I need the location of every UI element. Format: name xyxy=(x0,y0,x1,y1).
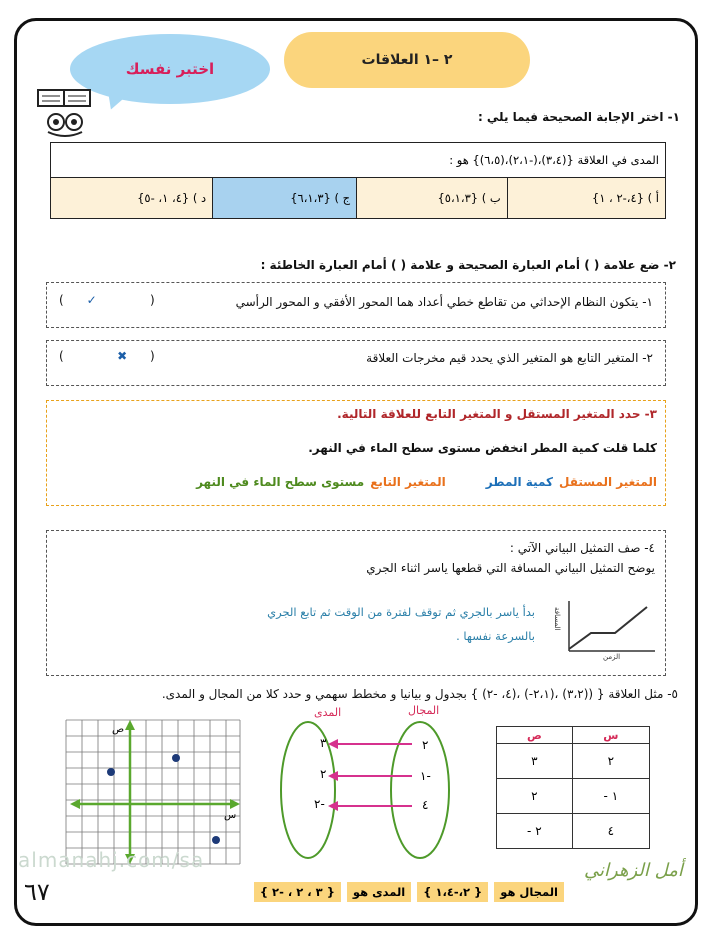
q3-heading: ٣- حدد المتغير المستقل و المتغير التابع للعلاقة التالية. xyxy=(337,407,657,421)
table-header-x: س xyxy=(572,727,649,744)
q4-answer-line2: بالسرعة نفسها . xyxy=(456,629,535,643)
answer-range-label: المدى هو xyxy=(347,882,411,902)
bubble-text: اختبر نفسك xyxy=(125,60,215,78)
q2-item-2-answer[interactable]: ( ✖ ) xyxy=(59,349,155,363)
q5-answer-strip xyxy=(254,882,564,902)
q2-heading: ٢- ضع علامة ( ) أمام العبارة الصحيحة و علامة ( ) أمام العبارة الخاطئة : xyxy=(260,258,676,272)
lesson-title: ٢ –١ العلاقات xyxy=(284,32,530,88)
graph-xlabel: الزمن xyxy=(603,653,621,661)
axis-x-label: س xyxy=(224,810,237,821)
q1-option-a[interactable]: أ ) {٤،-٢ ، ١} xyxy=(507,178,665,219)
range-value: ٢ xyxy=(320,767,327,781)
range-value: ٣ xyxy=(320,736,327,750)
q2-item-1-text: ١- يتكون النظام الإحداثي من تقاطع خطي أعداد هما المحور الأفقي و المحور الرأسي xyxy=(235,295,653,309)
q1-option-d[interactable]: د ) {٤، ١، -٥} xyxy=(51,178,213,219)
q2-item-2-text: ٢- المتغير التابع هو المتغير الذي يحدد قيم مخرجات العلاقة xyxy=(366,351,653,365)
book-reader-icon xyxy=(34,88,96,142)
range-value: ٢- xyxy=(314,797,325,811)
q1-heading: ١- اختر الإجابة الصحيحة فيما يلي : xyxy=(477,110,680,124)
q3-answer-row xyxy=(196,475,657,489)
distance-time-graph xyxy=(553,597,659,667)
q3-dependent-label: المتغير التابع xyxy=(370,475,446,489)
table-cell: ٢ - xyxy=(497,814,573,849)
mapping-ovals-and-arrows xyxy=(276,706,456,876)
q3-independent-value: كمية المطر xyxy=(485,475,553,489)
table-cell: ٤ xyxy=(572,814,649,849)
answer-range-value: { ٣ ، ٢ ، -٢ } xyxy=(254,882,341,902)
speech-bubble xyxy=(70,34,270,104)
answer-domain-value: { ٢،-١،٤ } xyxy=(417,882,488,902)
q3-dependent-value: مستوى سطح الماء في النهر xyxy=(196,475,365,489)
cross-icon: ✖ xyxy=(117,349,128,363)
table-cell: ٢ xyxy=(572,744,649,779)
domain-label: المجال xyxy=(408,704,440,717)
domain-value: ٤ xyxy=(422,798,429,812)
q3-statement: كلما قلت كمية المطر انخفض مستوى سطح الماء في النهر. xyxy=(308,441,657,455)
author-signature: أمل الزهراني xyxy=(584,860,683,881)
table-cell: ١ - xyxy=(572,779,649,814)
table-header-y: ص xyxy=(497,727,573,744)
axis-y-label: ص xyxy=(112,724,125,735)
watermark: almanahj.com/sa xyxy=(18,848,205,872)
q5-xy-table xyxy=(496,726,650,849)
answer-domain-label: المجال هو xyxy=(494,882,564,902)
table-cell: ٣ xyxy=(497,744,573,779)
coordinate-plane xyxy=(64,718,242,866)
q4-answer-line1: بدأ ياسر بالجري ثم توقف لفترة من الوقت ثم تابع الجري xyxy=(267,605,535,619)
domain-value: ١- xyxy=(420,769,431,783)
q2-item-1-box xyxy=(46,282,666,328)
q2-item-2-box xyxy=(46,340,666,386)
q1-stem: المدى في العلاقة {(٣،٤)،(-٢،١)،(٦،٥)} هو : xyxy=(51,143,666,178)
q4-heading: ٤- صف التمثيل البياني الآتي : xyxy=(509,541,655,555)
range-label: المدى xyxy=(314,706,342,719)
check-icon: ✓ xyxy=(86,293,97,307)
q1-option-b[interactable]: ب ) {٥،١،٣} xyxy=(357,178,508,219)
table-cell: ٢ xyxy=(497,779,573,814)
q4-subheading: يوضح التمثيل البياني المسافة التي قطعها ياسر اثناء الجري xyxy=(366,561,655,575)
page-number: ٦٧ xyxy=(24,878,50,906)
arrow-mapping-diagram xyxy=(276,706,456,876)
q3-box xyxy=(46,400,666,506)
domain-value: ٢ xyxy=(422,738,429,752)
q2-item-1-answer[interactable]: ( ✓ ) xyxy=(59,293,155,307)
q3-independent-label: المتغير المستقل xyxy=(559,475,657,489)
graph-ylabel: المسافة xyxy=(553,607,561,631)
q1-table xyxy=(50,142,666,219)
q5-heading: ٥- مثل العلاقة { ((٣،٢) ،(٢،١-) ،(٤، -٢) } بجدول و بيانيا و مخطط سهمي و حدد كلا من المجال و المدى. xyxy=(161,687,678,701)
q1-option-c-selected[interactable]: ج ) {٦،١،٣} xyxy=(213,178,357,219)
q4-box xyxy=(46,530,666,676)
